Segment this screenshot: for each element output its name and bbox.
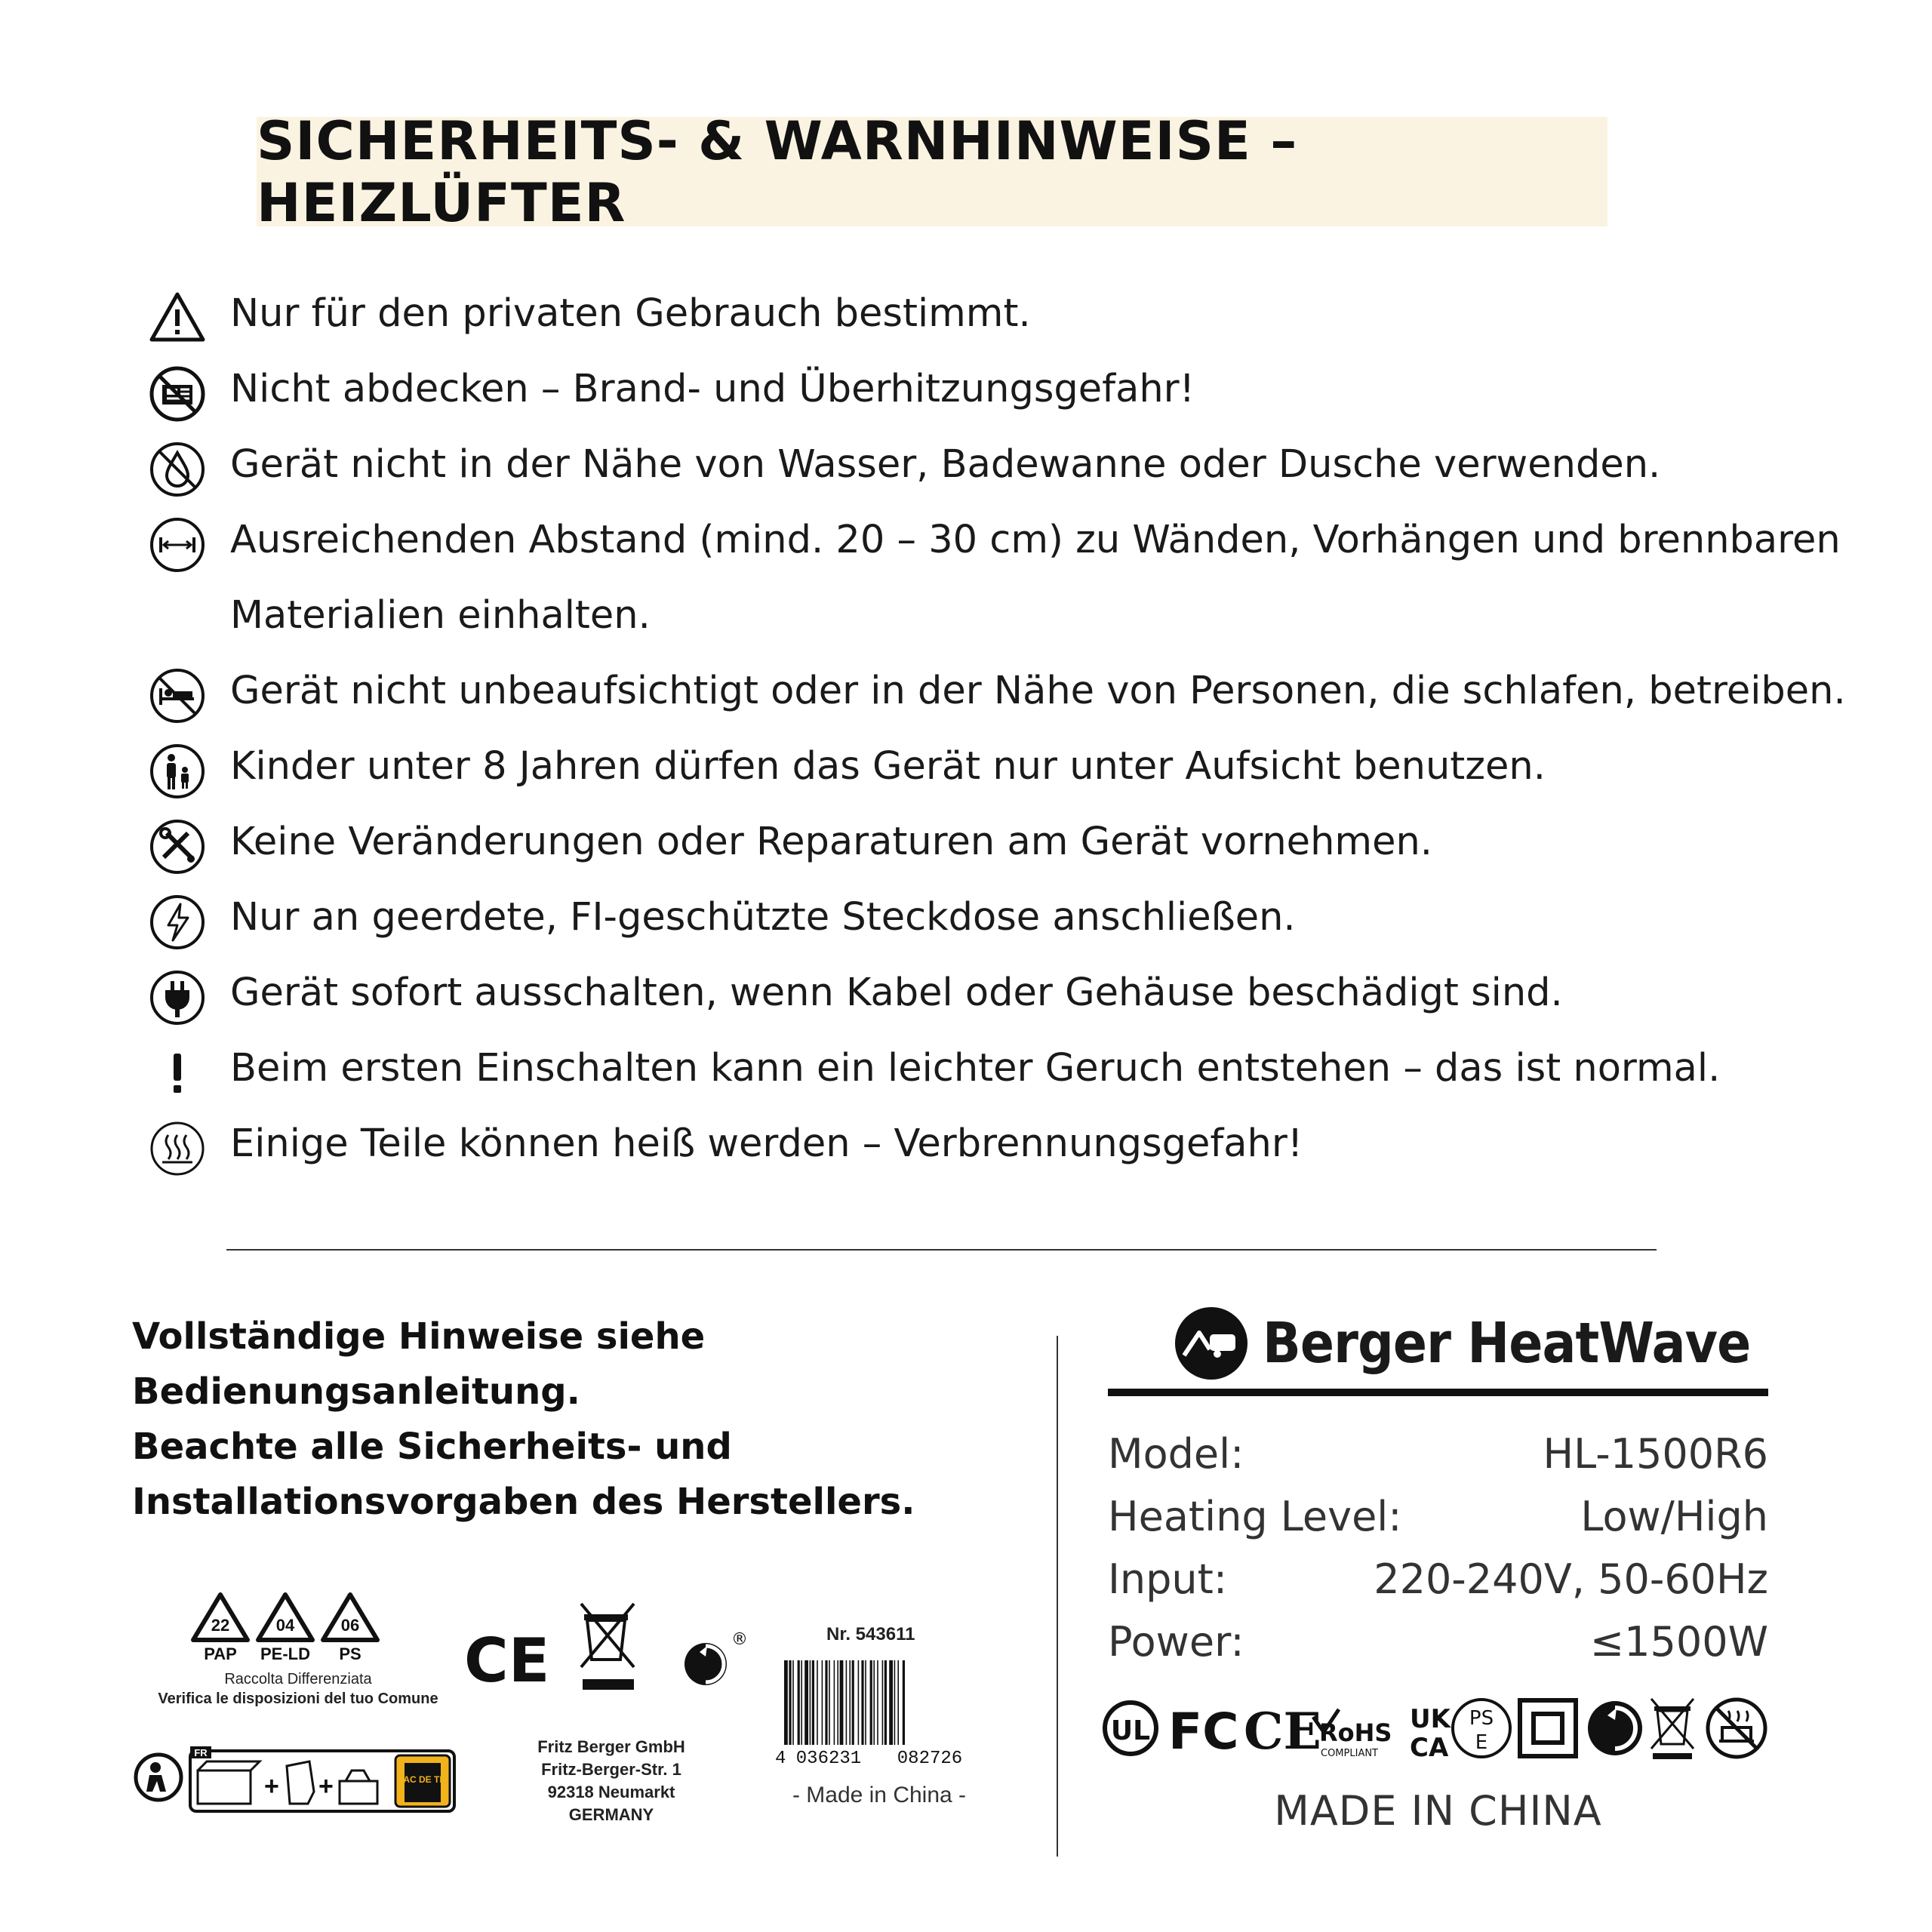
barcode-bar: [817, 1660, 818, 1745]
warning-item: [147, 817, 1883, 892]
barcode-bar: [810, 1660, 811, 1745]
barcode-bar: [882, 1660, 884, 1745]
svg-text:BAC DE TRI: BAC DE TRI: [396, 1774, 449, 1785]
article-number: Nr. 543611: [826, 1624, 915, 1644]
barcode-bar: [903, 1660, 905, 1755]
spec-key: Power:: [1108, 1618, 1244, 1666]
made-in-china-small: - Made in China -: [792, 1783, 967, 1807]
barcode-bar: [784, 1660, 788, 1755]
spec-row: [1108, 1618, 1768, 1671]
barcode: [774, 1660, 985, 1766]
warning-item: [147, 1118, 1883, 1194]
warning-item: [147, 968, 1883, 1043]
ul-icon: [1105, 1703, 1156, 1754]
child-supervision-icon: [147, 741, 208, 801]
spec-key: Input:: [1108, 1555, 1228, 1603]
barcode-bar: [897, 1660, 899, 1745]
barcode-bar: [849, 1660, 851, 1745]
recycling-caption: Verifica le disposizioni del tuo Comune: [158, 1690, 438, 1707]
barcode-bar: [873, 1660, 875, 1745]
warning-text: Nur für den privaten Gebrauch bestimmt.: [230, 291, 1031, 336]
brand-logo: [1174, 1306, 1804, 1381]
warning-text: Gerät nicht unbeaufsichtigt oder in der Nähe von Personen, die schlafen, betreiben.: [230, 669, 1846, 713]
barcode-bar: [889, 1660, 893, 1745]
spec-key: Model:: [1108, 1430, 1244, 1478]
spec-value: 220-240V, 50-60Hz: [1374, 1555, 1768, 1603]
distance-icon: [147, 515, 208, 575]
hot-surface-icon: [147, 1118, 208, 1179]
berger-logo-icon: [1174, 1306, 1249, 1381]
barcode-bar: [834, 1660, 835, 1745]
barcode-bar: [846, 1660, 848, 1755]
barcode-bar: [861, 1660, 863, 1745]
no-sleeping-icon: [147, 666, 208, 726]
ce-icon: CE: [1244, 1702, 1321, 1761]
warning-text: Kinder unter 8 Jahren dürfen das Gerät nur unter Aufsicht benutzen.: [230, 744, 1546, 789]
column-divider: [1057, 1336, 1058, 1857]
barcode-bar: [858, 1660, 860, 1745]
barcode-bar: [792, 1660, 794, 1745]
recycling-label: PS: [339, 1644, 361, 1663]
barcode-bar: [884, 1660, 887, 1745]
svg-text:PS: PS: [1469, 1707, 1494, 1730]
barcode-digits: 036231: [795, 1749, 862, 1766]
spec-row: [1108, 1555, 1768, 1608]
svg-text:+: +: [264, 1772, 279, 1801]
spec-value: ≤1500W: [1589, 1618, 1768, 1666]
warning-text-continued: Materialien einhalten.: [230, 593, 651, 638]
no-water-icon: [147, 439, 208, 500]
warning-item: [147, 892, 1883, 968]
svg-text:FR: FR: [194, 1747, 208, 1758]
manual-note: Vollständige Hinweise siehe: [132, 1315, 706, 1358]
fcc-icon: FC: [1168, 1703, 1239, 1761]
svg-text:E: E: [1475, 1731, 1488, 1754]
address-line: GERMANY: [568, 1805, 654, 1824]
ukca-icon: [1410, 1704, 1452, 1762]
electric-bolt-icon: [147, 892, 208, 952]
warning-text: Ausreichenden Abstand (mind. 20 – 30 cm) zu Wänden, Vorhängen und brennbaren: [230, 518, 1841, 562]
registered-mark: ®: [731, 1630, 748, 1649]
manufacturer-address: [513, 1736, 709, 1826]
pse-icon: [1453, 1700, 1510, 1757]
barcode-bar: [852, 1660, 854, 1745]
spec-value: HL-1500R6: [1543, 1430, 1768, 1478]
warning-text: Keine Veränderungen oder Reparaturen am Gerät vornehmen.: [230, 820, 1432, 864]
barcode-bar: [870, 1660, 872, 1745]
no-repair-icon: [147, 817, 208, 877]
svg-text:UL: UL: [1110, 1715, 1151, 1746]
recycling-triangles-icon: [187, 1589, 414, 1664]
barcode-bar: [798, 1660, 800, 1745]
warning-item: [147, 1043, 1883, 1118]
weee-bin-icon: [581, 1604, 634, 1690]
made-in-china: MADE IN CHINA: [1274, 1787, 1602, 1835]
recycling-code: 22: [211, 1616, 230, 1635]
svg-text:UK: UK: [1410, 1704, 1451, 1734]
barcode-bar: [877, 1660, 878, 1745]
barcode-bar: [825, 1660, 827, 1745]
warning-text: Nicht abdecken – Brand- und Überhitzungsgefahr!: [230, 367, 1195, 411]
barcode-digit: 4: [775, 1749, 786, 1766]
svg-text:RoHS: RoHS: [1319, 1718, 1392, 1747]
ce-mark: CE: [464, 1626, 550, 1696]
spec-key: Heating Level:: [1108, 1493, 1402, 1540]
svg-text:CA: CA: [1410, 1733, 1449, 1762]
warning-item: [147, 364, 1883, 439]
svg-text:+: +: [318, 1772, 334, 1801]
warning-item: [147, 288, 1883, 364]
rohs-icon: [1313, 1709, 1392, 1759]
brand-name: Berger HeatWave: [1263, 1311, 1751, 1376]
barcode-bar: [829, 1660, 830, 1745]
warning-item: [147, 741, 1883, 817]
warning-text: Nur an geerdete, FI-geschützte Steckdose anschließen.: [230, 895, 1296, 940]
manual-note: Bedienungsanleitung.: [132, 1371, 580, 1413]
warning-item: [147, 666, 1883, 741]
barcode-bar: [804, 1660, 808, 1745]
double-insulation-icon: [1520, 1700, 1576, 1756]
barcode-bar: [865, 1660, 866, 1745]
manual-note: Beachte alle Sicherheits- und: [132, 1426, 732, 1468]
exclamation-icon: [147, 1043, 208, 1103]
svg-text:COMPLIANT: COMPLIANT: [1321, 1748, 1379, 1759]
green-dot-cert-icon: [1588, 1701, 1642, 1755]
address-line: 92318 Neumarkt: [547, 1783, 675, 1801]
warning-text: Einige Teile können heiß werden – Verbrennungsgefahr!: [230, 1121, 1303, 1166]
barcode-bar: [812, 1660, 814, 1745]
section-divider: [226, 1249, 1657, 1251]
spec-row: [1108, 1430, 1768, 1483]
recycling-label: PE-LD: [260, 1644, 310, 1663]
spec-value: Low/High: [1580, 1493, 1768, 1540]
address-line: Fritz-Berger-Str. 1: [541, 1760, 681, 1779]
green-dot-icon: [685, 1630, 748, 1685]
warning-text: Gerät nicht in der Nähe von Wasser, Badewanne oder Dusche verwenden.: [230, 442, 1661, 487]
do-not-cover-icon: [147, 364, 208, 424]
barcode-bar: [822, 1660, 823, 1745]
warning-triangle-icon: [147, 288, 208, 349]
compliance-marks: [464, 1596, 751, 1709]
recycling-code: 04: [275, 1616, 295, 1635]
no-cover-cert-icon: [1708, 1700, 1765, 1757]
barcode-bar: [840, 1660, 844, 1745]
plug-icon: [147, 968, 208, 1028]
certification-icons: [1100, 1694, 1780, 1762]
barcode-digits: 082726: [897, 1749, 963, 1766]
warning-item: [147, 439, 1883, 515]
weee-cert-icon: [1651, 1699, 1694, 1759]
spec-row: [1108, 1493, 1768, 1546]
manual-note: Installationsvorgaben des Herstellers.: [132, 1481, 915, 1523]
warning-text: Beim ersten Einschalten kann ein leichter Geruch entstehen – das ist normal.: [230, 1046, 1721, 1091]
recycling-label: PAP: [204, 1644, 237, 1663]
warning-text: Gerät sofort ausschalten, wenn Kabel oder Gehäuse beschädigt sind.: [230, 971, 1563, 1015]
recycling-caption: Raccolta Differenziata: [224, 1671, 372, 1687]
recycling-code: 06: [340, 1616, 360, 1635]
barcode-bar: [801, 1660, 802, 1745]
barcode-bar: [789, 1660, 791, 1755]
address-line: Fritz Berger GmbH: [537, 1737, 685, 1756]
brand-underline: [1108, 1389, 1768, 1396]
warning-item: [147, 515, 1883, 638]
title-banner: [257, 109, 1607, 234]
triman-sorting-icon: [128, 1736, 460, 1819]
page-title: SICHERHEITS- & WARNHINWEISE – HEIZLÜFTER: [257, 109, 1298, 234]
barcode-bar: [894, 1660, 896, 1745]
barcode-bar: [837, 1660, 838, 1745]
